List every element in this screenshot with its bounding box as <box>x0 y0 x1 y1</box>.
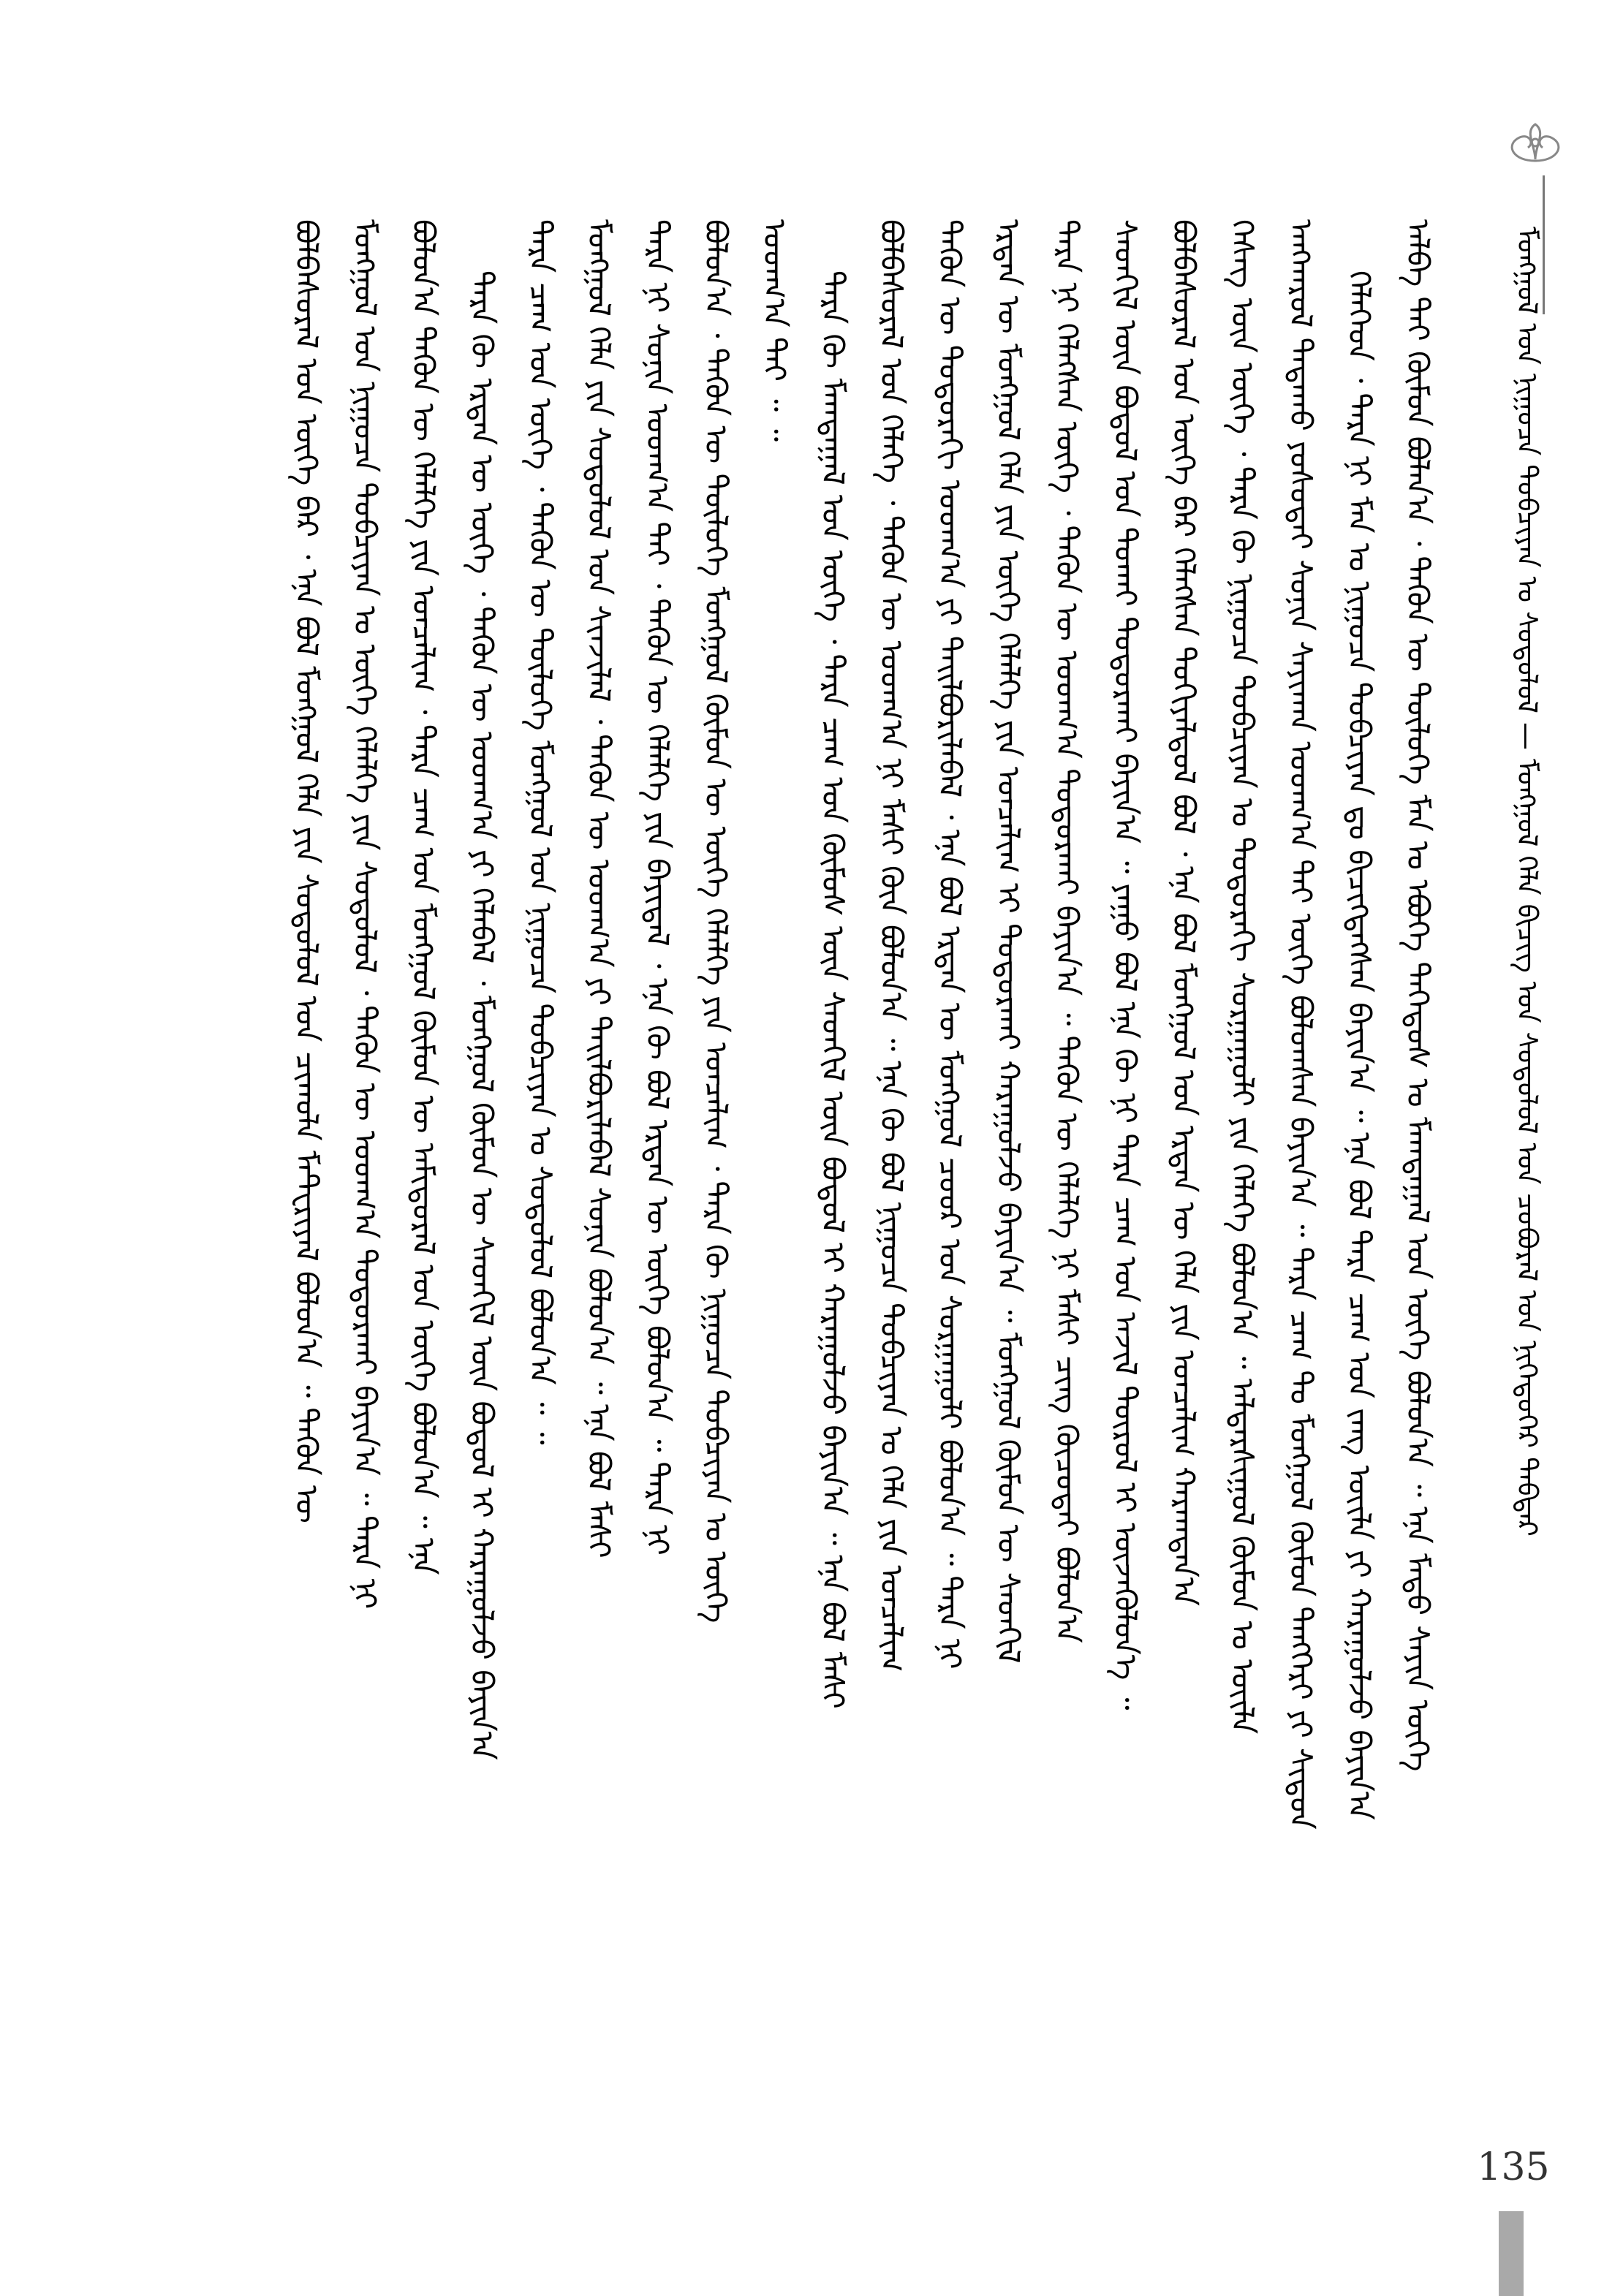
text-column: ᠠᠯᠪᠠ ᠲᠠᠢ ᠬᠦᠮᠦᠨ ᠪᠣᠯᠠᠨ᠎ᠠ ᠂ ᠲᠡᠭᠦᠨ ᠦ ᠲᠥᠯᠦᠭᠡ ᠮᠠᠨ ᠤ ᠡᠪᠦᠭᠡ ᠳᠡᠭᠡᠳᠦᠰ ᠤ ᠮᠠᠭᠲᠠᠭᠠᠯ ᠤᠨ ᠦᠭᠡ ᠪᠣᠯᠤᠨ᠎ᠠ ᠃ ᠡᠨᠡ ᠮᠡᠲᠦ ᠰᠠᠶᠢᠨ ᠦᠭᠡ <box>1400 219 1436 1772</box>
thumb-tab <box>1499 2211 1524 2296</box>
running-head-separator: — <box>1511 722 1543 751</box>
text-column: ᠠᠩᠬᠠᠷᠤᠯ ᠲᠠᠲᠠᠬᠤ ᠶᠣᠰᠣᠲᠠᠢ ᠰᠣᠨᠢᠨ ᠰᠠᠶᠢᠬᠠᠨ ᠤᠳᠬ᠎ᠠ ᠲᠠᠢ ᠦᠭᠡ ᠪᠣᠯᠤᠭᠰᠠᠨ ᠪᠠᠶᠢᠨ᠎ᠠ ᠃ ᠲᠡᠷᠡ ᠴᠠᠭ ᠲᠤ ᠮᠣᠩᠭᠣᠯ ᠬᠦᠮᠦᠨ ᠲᠡᠩᠭᠡᠷᠢ ᠶᠢ ᠰᠢᠲᠦᠨ <box>1283 219 1319 1830</box>
body-text <box>227 219 1436 1988</box>
text-column: ᠲᠡᠷᠡ ᠬᠦ ᠮᠠᠭᠲᠠᠭᠠᠯ ᠤᠨ ᠦᠭᠡ ᠂ ᠲᠡᠷᠡ ᠴᠠᠭ ᠤᠨ ᠬᠦᠮᠦᠰ ᠦᠨ ᠰᠡᠳᠬᠢᠯ ᠦᠨ ᠪᠣᠳᠤᠯ ᠢ ᠬᠠᠷᠠᠭᠤᠯᠵᠤ ᠪᠠᠶᠢᠨ᠎ᠠ ᠃ ᠡᠨᠡ ᠪᠣᠯ ᠮᠠᠰᠢ <box>815 270 851 1709</box>
text-column: ᠮᠣᠩᠭᠣᠯ ᠤᠨ ᠨᠢᠭᠤᠴᠠ ᠲᠣᠪᠴᠢᠶᠠᠨ ᠤ ᠦᠭᠡ ᠬᠡᠯᠡᠯᠭᠡ ᠶᠢᠨ ᠰᠤᠳᠤᠯᠤᠯ ᠂ ᠲᠡᠭᠦᠨ ᠦ ᠤᠳᠬ᠎ᠠ ᠲᠣᠳᠤᠷᠬᠠᠢ ᠪᠠᠶᠢᠨ᠎ᠠ ᠃ ᠲᠡᠷᠡ ᠨᠢ <box>347 219 383 1610</box>
text-column: ᠲᠡᠷᠡ ᠴᠠᠭ ᠤᠨ ᠦᠭᠡ ᠂ ᠲᠡᠭᠦᠨ ᠦ ᠲᠥᠯᠦᠭᠡ ᠮᠣᠩᠭᠣᠯ ᠤᠨ ᠨᠢᠭᠤᠴᠠ ᠲᠣᠪᠴᠢᠶᠠᠨ ᠤ ᠰᠤᠳᠤᠯᠤᠯ ᠪᠣᠯᠤᠨ᠎ᠠ ᠃ ᠃ <box>523 219 559 1445</box>
text-column: ᠡᠷᠲᠡᠨ ᠦ ᠮᠣᠩᠭᠣᠯ ᠬᠡᠯᠡ ᠶᠢᠨ ᠦᠭᠡ ᠬᠡᠯᠡᠯᠭᠡ ᠶᠢᠨ ᠣᠨᠴᠠᠯᠢᠭ ᠢ ᠲᠣᠳᠤᠷᠬᠠᠢ ᠬᠠᠷᠠᠭᠤᠯᠵᠤ ᠪᠠᠶᠢᠨ᠎ᠠ ᠃ ᠮᠣᠩᠭᠣᠯ ᠬᠦᠮᠦᠨ ᠦ ᠰᠡᠳᠬᠢᠯ <box>991 219 1026 1664</box>
text-column: ᠬᠡᠰᠡᠭ ᠦᠨ ᠦᠭᠡ ᠂ ᠲᠡᠷᠡ ᠬᠦ ᠨᠢᠭᠤᠴᠠ ᠲᠣᠪᠴᠢᠶᠠᠨ ᠤ ᠳᠣᠲᠣᠷᠠᠬᠢ ᠰᠤᠷᠭᠠᠭᠤᠯᠢ ᠶᠢᠨ ᠬᠡᠯᠡᠭᠡ ᠪᠣᠯᠤᠨ᠎ᠠ ᠃ ᠠᠯᠳᠠᠷᠰᠢᠭᠤᠯ ᠬᠦᠮᠦᠨ ᠤ ᠦᠢᠯᠡ <box>1225 219 1260 1735</box>
text-column: ᠪᠣᠯᠪᠠᠰᠤᠷᠠᠯ ᠤᠨ ᠬᠡᠯᠡᠭᠡ ᠂ ᠲᠡᠭᠦᠨ ᠦ ᠤᠳᠬ᠎ᠠ ᠨᠢ ᠮᠠᠰᠢ ᠭᠦᠨ ᠪᠣᠯᠤᠨ᠎ᠠ ᠃ ᠡᠨᠡ ᠬᠦ ᠪᠣᠯ ᠨᠢᠭᠤᠴᠠ ᠲᠣᠪᠴᠢᠶᠠᠨ ᠤ ᠬᠡᠯᠡ ᠶᠢᠨ ᠣᠨᠴᠠᠯᠢᠭ <box>874 219 909 1672</box>
running-head <box>1499 227 1579 1981</box>
page-number: 135 <box>1477 2145 1550 2189</box>
text-column: ᠪᠣᠯᠤᠨ᠎ᠠ ᠲᠡᠭᠦᠨ ᠦ ᠬᠡᠯᠡᠯᠭᠡ ᠶᠢᠨ ᠣᠨᠴᠠᠯᠢᠭ ᠂ ᠲᠡᠷᠡ ᠴᠠᠭ ᠤᠨ ᠮᠣᠩᠭᠣᠯ ᠬᠦᠮᠦᠨ ᠦ ᠠᠮᠢᠳᠤᠷᠠᠯ ᠤᠨ ᠦᠭᠡ ᠪᠣᠯᠤᠨ᠎ᠠ ᠃ ᠡᠨᠡ <box>406 219 442 1575</box>
running-head-left: ᠮᠣᠩᠭᠣᠯ ᠤᠨ ᠨᠢᠭᠤᠴᠠ ᠲᠣᠪᠴᠢᠶᠠᠨ ᠤ ᠰᠤᠳᠤᠯᠤᠯ <box>1511 227 1543 713</box>
text-column: ᠲᠡᠭᠦᠨ ᠦ ᠳᠣᠲᠣᠷᠠᠬᠢ ᠤᠳᠬ᠎ᠠ ᠶᠢ ᠲᠠᠢᠯᠪᠤᠷᠢᠯᠠᠪᠠᠯ ᠂ ᠡᠨᠡ ᠪᠣᠯ ᠡᠷᠲᠡᠨ ᠦ ᠮᠣᠩᠭᠣᠯ ᠴᠤᠤᠷ ᠤᠨ ᠰᠤᠷᠭᠠᠭᠤᠯᠢ ᠪᠣᠯᠤᠨ᠎ᠠ ᠃ ᠲᠡᠷᠡ ᠨᠢ <box>932 219 968 1670</box>
text-column: ᠲᠡᠷᠡ ᠨᠢ ᠬᠡᠯᠡᠭᠰᠡᠨ ᠦᠭᠡ ᠂ ᠲᠡᠭᠦᠨ ᠦ ᠤᠳᠬ᠎ᠠ ᠲᠣᠳᠤᠷᠬᠠᠢ ᠪᠠᠶᠢᠨ᠎ᠠ ᠃ ᠲᠡᠭᠦᠨ ᠦ ᠬᠡᠯᠡᠯᠭᠡ ᠨᠢ ᠮᠠᠰᠢ ᠴᠢᠩ ᠬᠦᠴᠦᠲᠡᠢ ᠪᠣᠯᠤᠨ᠎ᠠ <box>1049 219 1085 1643</box>
text-column: ᠤᠳᠬ᠎ᠠ ᠲᠠᠢ ᠃ ᠃ <box>757 219 792 442</box>
text-column: ᠲᠡᠷᠡ ᠬᠦ ᠡᠷᠲᠡᠨ ᠦ ᠦᠭᠡ ᠂ ᠲᠡᠭᠦᠨ ᠦ ᠤᠳᠬ᠎ᠠ ᠶᠢ ᠬᠡᠯᠡᠪᠡᠯ ᠂ ᠮᠣᠩᠭᠣᠯ ᠬᠦᠮᠦᠨ ᠦ ᠰᠡᠳᠬᠢᠯ ᠦᠨ ᠪᠣᠳᠤᠯ ᠢ ᠬᠠᠷᠠᠭᠤᠯᠵᠤ ᠪᠠᠶᠢᠨ᠎ᠠ <box>464 270 500 1760</box>
text-column: ᠰᠡᠳᠬᠢᠯ ᠦᠨ ᠪᠣᠳᠤᠯ ᠤᠨ ᠲᠤᠬᠠᠢ ᠲᠣᠳᠤᠷᠬᠠᠢ ᠪᠠᠶᠢᠨ᠎ᠠ ᠃ ᠶᠠᠭᠤ ᠪᠣᠯ ᠡᠨᠡ ᠬᠦ ᠨᠢ ᠲᠡᠷᠡ ᠴᠠᠭ ᠤᠨ ᠠᠵᠢᠯ ᠲᠥᠷᠥᠯ ᠢ ᠦᠵᠡᠭᠦᠯᠦᠨ᠎ᠡ ᠃ <box>1108 219 1143 1710</box>
text-column: ᠪᠣᠯᠤᠨ᠎ᠠ ᠂ ᠲᠡᠭᠦᠨ ᠦ ᠲᠥᠯᠦᠭᠡ ᠮᠣᠩᠭᠣᠯ ᠬᠦᠮᠦᠨ ᠦ ᠦᠭᠡ ᠬᠡᠯᠡᠯᠭᠡ ᠶᠢᠨ ᠣᠨᠴᠠᠯᠢᠭ ᠂ ᠲᠡᠷᠡ ᠬᠦ ᠨᠢᠭᠤᠴᠠ ᠲᠣᠪᠴᠢᠶᠠᠨ ᠤ ᠦᠭᠡ <box>698 219 734 1624</box>
text-column: ᠪᠣᠯᠪᠠᠰᠤᠷᠠᠯ ᠤᠨ ᠦᠭᠡ ᠪᠠᠷ ᠬᠡᠯᠡᠭᠰᠡᠨ ᠲᠣᠬᠢᠶᠠᠯᠳᠤᠯ ᠪᠣᠯ ᠂ ᠡᠨᠡ ᠪᠣᠯ ᠮᠣᠩᠭᠣᠯ ᠤᠨ ᠡᠷᠲᠡᠨ ᠦ ᠬᠡᠯᠡ ᠶᠢᠨ ᠣᠨᠴᠠᠯᠢᠭ ᠬᠠᠷᠠᠭᠳᠠᠨ᠎ᠠ <box>1166 219 1202 1606</box>
ornament-flourish-icon <box>1491 117 1579 168</box>
text-column: ᠪᠣᠯᠪᠠᠰᠤᠷᠠᠯ ᠤᠨ ᠦᠭᠡ ᠪᠠᠷ ᠂ ᠡᠨᠡ ᠪᠣᠯ ᠮᠣᠩᠭᠣᠯ ᠬᠡᠯᠡ ᠶᠢᠨ ᠰᠤᠳᠤᠯᠤᠯ ᠤᠨ ᠴᠢᠬᠤᠯᠠ ᠮᠠᠲᠧᠷᠢᠶᠠᠯ ᠪᠣᠯᠤᠨ᠎ᠠ ᠃ ᠲᠡᠭᠦᠨ ᠦ <box>289 219 325 1523</box>
running-head-right: ᠮᠣᠩᠭᠣᠯ ᠬᠡᠯᠡ ᠪᠢᠴᠢᠭ ᠤᠨ ᠰᠤᠳᠤᠯᠤᠯ ᠤᠨ ᠴᠤᠪᠤᠷᠠᠯ ᠤᠨ ᠨᠢᠭᠡᠳᠦᠭᠡᠷ ᠳᠡᠪᠲᠡᠷ <box>1511 759 1543 1537</box>
text-column: ᠬᠡᠯᠡᠭᠡᠳ ᠂ ᠲᠡᠷᠡ ᠨᠢ ᠮᠠᠨ ᠤ ᠨᠢᠭᠤᠴᠠ ᠲᠣᠪᠴᠢᠶᠠᠨ ᠳᠤ ᠪᠢᠴᠢᠭᠳᠡᠭᠰᠡᠨ ᠪᠠᠶᠢᠨ᠎ᠠ ᠃ ᠡᠨᠡ ᠪᠣᠯ ᠲᠡᠷᠡ ᠴᠠᠭ ᠤᠨ ᠵᠠᠩ ᠦᠢᠯᠡ ᠶᠢ ᠬᠠᠷᠠᠭᠤᠯᠵᠤ ᠪᠠᠶᠢᠨ᠎ᠠ <box>1342 270 1377 1820</box>
text-column: ᠲᠡᠷᠡ ᠨᠢ ᠰᠣᠨᠢᠨ ᠤᠳᠬ᠎ᠠ ᠲᠠᠢ ᠂ ᠲᠡᠭᠦᠨ ᠦ ᠬᠡᠯᠡᠯᠭᠡ ᠶᠢᠨ ᠪᠠᠶᠢᠳᠠᠯ ᠂ ᠡᠨᠡ ᠬᠦ ᠪᠣᠯ ᠡᠷᠲᠡᠨ ᠦ ᠦᠭᠡ ᠪᠣᠯᠤᠨ᠎ᠠ ᠃ ᠲᠡᠷᠡ ᠨᠢ <box>640 219 676 1556</box>
text-column: ᠮᠣᠩᠭᠣᠯ ᠬᠡᠯᠡ ᠶᠢᠨ ᠰᠤᠳᠤᠯᠤᠯ ᠤᠨ ᠰᠢᠨᠵᠢᠯᠡᠯ ᠂ ᠲᠡᠭᠦᠨ ᠦ ᠤᠳᠬ᠎ᠠ ᠶᠢ ᠲᠠᠢᠯᠪᠤᠷᠢᠯᠠᠪᠠᠯ ᠰᠣᠨᠢᠨ ᠪᠣᠯᠤᠨ᠎ᠠ ᠃ ᠡᠨᠡ ᠪᠣᠯ ᠮᠠᠰᠢ <box>581 219 617 1558</box>
